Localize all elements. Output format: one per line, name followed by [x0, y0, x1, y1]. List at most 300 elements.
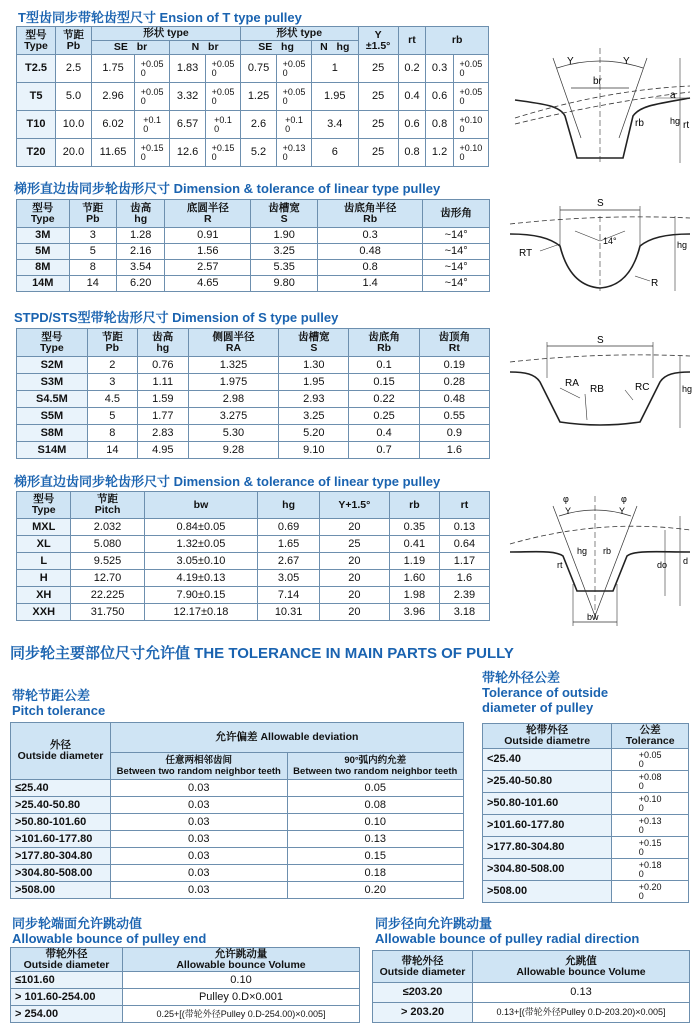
table-cell: 1.60	[389, 570, 439, 587]
bounce-end-table	[10, 947, 360, 1023]
th-n-hg: N hg	[312, 41, 358, 55]
label-s: S	[597, 335, 604, 346]
table-cell: >508.00	[483, 881, 612, 903]
table-cell: 1.6	[419, 442, 489, 459]
table-cell: 5.30	[188, 425, 278, 442]
tol-upper: +0.1	[143, 114, 161, 125]
table-cell: >50.80-101.60	[483, 793, 612, 815]
table-cell: 20	[319, 570, 389, 587]
tol-upper: +0.1	[214, 114, 232, 125]
column-header: 节距 Pitch	[71, 492, 144, 519]
label-rb: rb	[603, 546, 612, 556]
table-cell: 0.55	[419, 408, 489, 425]
table-row	[17, 442, 490, 459]
table-cell: 5	[69, 244, 117, 260]
table-cell: 0.28	[419, 374, 489, 391]
table-cell: 3.05	[258, 570, 320, 587]
table-row	[483, 793, 689, 815]
table-cell: 0.8	[398, 139, 426, 167]
linear2-title: 梯形直边齿同步轮齿形尺寸 Dimension & tolerance of linear type pulley	[14, 474, 441, 489]
linear1-title: 梯形直边齿同步轮齿形尺寸 Dimension & tolerance of linear type pulley	[14, 181, 441, 196]
tol-upper: +0.08	[638, 771, 662, 782]
label-hg: hg	[577, 546, 588, 556]
table-cell: 0.05	[287, 780, 464, 797]
table-cell: 2.032	[71, 519, 144, 536]
tol-upper: +0.05	[211, 58, 235, 69]
column-header: 型号 Type	[17, 200, 70, 228]
stpd-title: STPD/STS型带轮齿形尺寸 Dimension of S type pulley	[14, 310, 339, 325]
label-rb: RB	[590, 384, 604, 395]
th-shape1: 形状 type	[91, 27, 240, 41]
table-row	[11, 989, 360, 1006]
tol-lower: 0	[638, 758, 644, 769]
linear1-diagram	[505, 186, 695, 296]
table-cell: 11.65	[91, 139, 134, 167]
table-row	[373, 1003, 690, 1023]
tolerance-cell	[206, 83, 241, 111]
tol-lower: 0	[638, 780, 644, 791]
tol-lower: 0	[638, 802, 644, 813]
table-cell: 31.750	[71, 604, 144, 621]
table-cell: 0.91	[165, 228, 251, 244]
table-row	[17, 276, 490, 292]
table-cell: 0.19	[419, 357, 489, 374]
tol-lower: 0	[140, 67, 146, 78]
table-cell: 0.8	[318, 260, 423, 276]
table-cell: S8M	[17, 425, 88, 442]
table-cell: 2.98	[188, 391, 278, 408]
table-cell: 5M	[17, 244, 70, 260]
table-row	[17, 357, 490, 374]
label-s: S	[597, 198, 604, 209]
column-header: bw	[144, 492, 258, 519]
tolerance-cell	[612, 749, 689, 771]
table-cell: 7.14	[258, 587, 320, 604]
tol-lower: 0	[459, 67, 465, 78]
table-cell: 9.28	[188, 442, 278, 459]
tol-upper: +0.05	[140, 86, 164, 97]
th-tolerance: 公差 Tolerance	[612, 724, 689, 749]
table-cell: 1.11	[137, 374, 188, 391]
table-cell: 20	[319, 604, 389, 621]
table-cell: 9.80	[251, 276, 318, 292]
th-dev-a: 任意两相邻齿间 Between two random neighbor teeth	[111, 753, 288, 780]
table-cell: 5.20	[279, 425, 349, 442]
table-cell: 1.4	[318, 276, 423, 292]
tolerance-cell	[612, 815, 689, 837]
tol-lower: 0	[638, 824, 644, 835]
table-cell: 4.5	[87, 391, 137, 408]
column-header: hg	[258, 492, 320, 519]
table-cell: 1.95	[312, 83, 358, 111]
table-cell: 10.31	[258, 604, 320, 621]
table-cell: 1.6	[439, 570, 489, 587]
column-header: 齿顶角 Rt	[419, 329, 489, 357]
table-cell: ≤203.20	[373, 983, 473, 1003]
table-cell: L	[17, 553, 71, 570]
tol-lower: 0	[140, 95, 146, 106]
table-cell: >508.00	[11, 882, 111, 899]
table-row	[373, 983, 690, 1003]
table-cell: 7.90±0.15	[144, 587, 258, 604]
table-cell: 0.03	[111, 848, 288, 865]
tolerance-cell	[453, 111, 488, 139]
table-cell: 0.10	[287, 814, 464, 831]
t-type-table	[16, 26, 489, 167]
table-cell: 2.5	[56, 55, 92, 83]
table-cell: T5	[17, 83, 56, 111]
table-cell: 2	[87, 357, 137, 374]
tol-upper: +0.10	[638, 793, 662, 804]
table-row	[11, 848, 464, 865]
linear2-diagram	[505, 486, 695, 631]
tol-upper: +0.10	[459, 142, 483, 153]
svg-text:hg: hg	[670, 116, 681, 126]
table-row	[483, 837, 689, 859]
table-cell: MXL	[17, 519, 71, 536]
table-cell: 0.48	[419, 391, 489, 408]
label-rb: rb	[635, 118, 644, 129]
table-cell: S4.5M	[17, 391, 88, 408]
tol-lower: 0	[638, 890, 644, 901]
column-header: Y+1.5°	[319, 492, 389, 519]
label-hg: hg	[682, 384, 693, 394]
table-row	[17, 374, 490, 391]
tolerance-cell	[453, 83, 488, 111]
table-cell: ~14°	[423, 260, 490, 276]
label-rt: rt	[683, 120, 690, 131]
table-cell: 0.9	[419, 425, 489, 442]
table-row	[483, 815, 689, 837]
table-cell: 4.19±0.13	[144, 570, 258, 587]
th-rb: rb	[426, 27, 489, 55]
table-cell: 1.65	[258, 536, 320, 553]
tol-lower: 0	[214, 123, 220, 134]
label-bw: bw	[587, 612, 599, 622]
tolerance-cell	[135, 83, 170, 111]
tol-upper: +0.05	[282, 86, 306, 97]
table-cell: 2.83	[137, 425, 188, 442]
tol-lower: 0	[459, 95, 465, 106]
table-cell: 1.98	[389, 587, 439, 604]
th-dev: 允许偏差 Allowable deviation	[111, 723, 464, 753]
table-cell: 0.41	[389, 536, 439, 553]
table-cell: >25.40-50.80	[483, 771, 612, 793]
table-cell: T20	[17, 139, 56, 167]
table-cell: 3	[69, 228, 117, 244]
column-header: rt	[439, 492, 489, 519]
table-cell: 2.67	[258, 553, 320, 570]
label-br: br	[593, 76, 602, 87]
tol-upper: +0.05	[282, 58, 306, 69]
table-cell: 14M	[17, 276, 70, 292]
tolerance-cell	[276, 83, 311, 111]
table-cell: 0.13	[287, 831, 464, 848]
t-type-diagram	[505, 28, 695, 163]
table-row	[11, 882, 464, 899]
table-cell: > 203.20	[373, 1003, 473, 1023]
table-cell: H	[17, 570, 71, 587]
table-cell: S3M	[17, 374, 88, 391]
table-cell: 3.18	[439, 604, 489, 621]
tol-lower: 0	[211, 67, 217, 78]
table-cell: 0.22	[349, 391, 419, 408]
tolerance-cell	[135, 111, 170, 139]
table-cell: 0.69	[258, 519, 320, 536]
table-cell: 0.10	[123, 972, 360, 989]
label-a: a	[670, 90, 676, 101]
table-row	[11, 814, 464, 831]
table-row	[17, 587, 490, 604]
table-cell: 10.0	[56, 111, 92, 139]
table-cell: 20	[319, 587, 389, 604]
column-header: 齿槽宽 S	[279, 329, 349, 357]
table-row	[17, 536, 490, 553]
tolerance-cell	[453, 55, 488, 83]
table-cell: 1.30	[279, 357, 349, 374]
table-cell: 1.77	[137, 408, 188, 425]
column-header: 齿槽宽 S	[251, 200, 318, 228]
table-cell: T2.5	[17, 55, 56, 83]
table-cell: 0.03	[111, 814, 288, 831]
table-cell: 12.70	[71, 570, 144, 587]
tolerance-cell	[206, 55, 241, 83]
t-type-title: T型齿同步带轮齿型尺寸 Ension of T type pulley	[18, 10, 302, 25]
th-od2: 轮带外径 Outside diametre	[483, 724, 612, 749]
tol-upper: +0.05	[459, 86, 483, 97]
table-cell: 25	[358, 83, 398, 111]
label-phi1: φ	[563, 494, 569, 504]
tol-lower: 0	[211, 151, 217, 162]
label-ra: RA	[565, 378, 579, 389]
table-row	[17, 553, 490, 570]
table-row	[11, 865, 464, 882]
tolerance-cell	[612, 881, 689, 903]
tol-lower: 0	[638, 868, 644, 879]
column-header: 侧圆半径 RA	[188, 329, 278, 357]
table-cell: 5	[87, 408, 137, 425]
table-cell: 5.0	[56, 83, 92, 111]
tol-upper: +0.05	[211, 86, 235, 97]
table-cell: 3.54	[117, 260, 165, 276]
table-row	[17, 228, 490, 244]
label-r: R	[651, 278, 659, 289]
pitch-tol-table	[10, 722, 464, 899]
table-cell: 0.18	[287, 865, 464, 882]
column-header: rb	[389, 492, 439, 519]
table-cell: 0.4	[398, 83, 426, 111]
table-cell: 14	[69, 276, 117, 292]
th-bounce: 允许跳动量 Allowable bounce Volume	[123, 948, 360, 972]
table-cell: >101.60-177.80	[11, 831, 111, 848]
tol-lower: 0	[638, 846, 644, 857]
table-cell: 25	[358, 111, 398, 139]
tolerance-title: 同步轮主要部位尺寸允许值 THE TOLERANCE IN MAIN PARTS OF PULLY	[10, 645, 514, 662]
table-cell: 0.1	[349, 357, 419, 374]
column-header: 节距 Pb	[87, 329, 137, 357]
table-cell: 8	[87, 425, 137, 442]
label-y2: Y	[619, 506, 626, 516]
tol-lower: 0	[211, 95, 217, 106]
table-cell: >177.80-304.80	[483, 837, 612, 859]
th-n-br: N br	[170, 41, 241, 55]
th-se-br: SE br	[91, 41, 169, 55]
table-cell: S14M	[17, 442, 88, 459]
column-header: 型号 Type	[17, 329, 88, 357]
table-cell: 25	[358, 139, 398, 167]
table-cell: 9.525	[71, 553, 144, 570]
tol-lower: 0	[285, 123, 291, 134]
label-angle: 14°	[603, 236, 617, 246]
table-cell: 3.4	[312, 111, 358, 139]
table-row	[11, 1006, 360, 1023]
od-tol-table	[482, 723, 689, 903]
table-cell: 0.3	[426, 55, 454, 83]
tolerance-cell	[276, 111, 311, 139]
table-cell: > 101.60-254.00	[11, 989, 123, 1006]
table-cell: 1.83	[170, 55, 206, 83]
tolerance-cell	[453, 139, 488, 167]
table-cell: XL	[17, 536, 71, 553]
tol-upper: +0.10	[459, 114, 483, 125]
table-cell: 0.4	[349, 425, 419, 442]
table-cell: 0.13	[439, 519, 489, 536]
table-cell: 20	[319, 553, 389, 570]
table-cell: 6	[312, 139, 358, 167]
table-cell: 6.20	[117, 276, 165, 292]
th-shape2: 形状 type	[241, 27, 358, 41]
table-row	[17, 391, 490, 408]
table-row	[11, 797, 464, 814]
table-cell: >304.80-508.00	[11, 865, 111, 882]
tolerance-cell	[612, 793, 689, 815]
tol-upper: +0.15	[211, 142, 235, 153]
table-cell: 1.25	[241, 83, 277, 111]
table-cell: 0.75	[241, 55, 277, 83]
table-cell: 1.17	[439, 553, 489, 570]
table-cell: 0.64	[439, 536, 489, 553]
label-y1: Y	[567, 56, 574, 67]
table-cell: 0.8	[426, 111, 454, 139]
table-cell: 22.225	[71, 587, 144, 604]
table-cell: 12.17±0.18	[144, 604, 258, 621]
table-cell: 1	[312, 55, 358, 83]
table-cell: 0.03	[111, 882, 288, 899]
table-cell: 1.59	[137, 391, 188, 408]
table-cell: 2.93	[279, 391, 349, 408]
table-cell: 0.6	[426, 83, 454, 111]
table-cell: 3.25	[279, 408, 349, 425]
table-cell: ≤101.60	[11, 972, 123, 989]
tolerance-cell	[206, 139, 241, 167]
label-rt: RT	[519, 248, 533, 259]
table-cell: 0.03	[111, 865, 288, 882]
table-cell: 2.16	[117, 244, 165, 260]
table-row	[11, 972, 360, 989]
table-cell: 0.15	[287, 848, 464, 865]
table-row	[17, 244, 490, 260]
table-cell: 0.6	[398, 111, 426, 139]
table-row	[17, 570, 490, 587]
tol-upper: +0.18	[638, 859, 662, 870]
table-row	[17, 408, 490, 425]
table-cell: 1.75	[91, 55, 134, 83]
table-cell: 0.20	[287, 882, 464, 899]
table-cell: ~14°	[423, 276, 490, 292]
bounce-radial-title: 同步径向允许跳动量 Allowable bounce of pulley radial direction	[375, 916, 640, 946]
linear2-table	[16, 491, 490, 621]
tolerance-cell	[206, 111, 241, 139]
stpd-diagram	[505, 330, 695, 440]
tol-lower: 0	[140, 151, 146, 162]
tol-lower: 0	[459, 151, 465, 162]
th-od: 外径 Outside diameter	[11, 723, 111, 780]
tol-lower: 0	[143, 123, 149, 134]
table-cell: ~14°	[423, 228, 490, 244]
table-row	[17, 425, 490, 442]
table-cell: 8M	[17, 260, 70, 276]
table-cell: 2.6	[241, 111, 277, 139]
th-dev-b: 90°弧内约允差 Between two random neighbor teeth	[287, 753, 464, 780]
table-cell: 0.35	[389, 519, 439, 536]
tol-upper: +0.13	[638, 815, 662, 826]
bounce-end-title: 同步轮端面允许跳动值 Allowable bounce of pulley end	[12, 916, 207, 946]
tol-lower: 0	[282, 95, 288, 106]
tolerance-cell	[612, 771, 689, 793]
th-od3: 带轮外径 Outside diameter	[11, 948, 123, 972]
table-cell: 5.35	[251, 260, 318, 276]
tolerance-cell	[276, 55, 311, 83]
table-cell: 3.32	[170, 83, 206, 111]
tol-upper: +0.05	[638, 749, 662, 760]
table-cell: 3M	[17, 228, 70, 244]
table-cell: S5M	[17, 408, 88, 425]
table-cell: 6.57	[170, 111, 206, 139]
table-cell: 3.25	[251, 244, 318, 260]
th-se-hg: SE hg	[241, 41, 312, 55]
table-cell: >304.80-508.00	[483, 859, 612, 881]
table-cell: 0.84±0.05	[144, 519, 258, 536]
label-rc: RC	[635, 382, 650, 393]
column-header: 齿底角半径 Rb	[318, 200, 423, 228]
table-cell: 2.39	[439, 587, 489, 604]
table-cell: 0.03	[111, 797, 288, 814]
label-d: d	[683, 556, 689, 566]
table-cell: 0.13	[473, 983, 690, 1003]
stpd-table	[16, 328, 490, 459]
table-row	[483, 881, 689, 903]
tol-upper: +0.20	[638, 881, 662, 892]
table-cell: 12.6	[170, 139, 206, 167]
tol-upper: +0.05	[459, 58, 483, 69]
table-cell: 0.25	[349, 408, 419, 425]
column-header: 齿高 hg	[117, 200, 165, 228]
table-cell: 6.02	[91, 111, 134, 139]
tol-upper: +0.05	[140, 58, 164, 69]
table-cell: 25	[319, 536, 389, 553]
table-cell: 1.975	[188, 374, 278, 391]
th-od4: 带轮外径 Outside diameter	[373, 951, 473, 983]
tol-upper: +0.15	[140, 142, 164, 153]
tol-lower: 0	[282, 67, 288, 78]
table-cell: Pulley 0.D×0.001	[123, 989, 360, 1006]
pitch-tol-title: 带轮节距公差 Pitch tolerance	[12, 688, 106, 718]
table-cell: 1.325	[188, 357, 278, 374]
table-cell: 2.57	[165, 260, 251, 276]
table-cell: 1.90	[251, 228, 318, 244]
table-cell: 5.080	[71, 536, 144, 553]
table-cell: 0.48	[318, 244, 423, 260]
